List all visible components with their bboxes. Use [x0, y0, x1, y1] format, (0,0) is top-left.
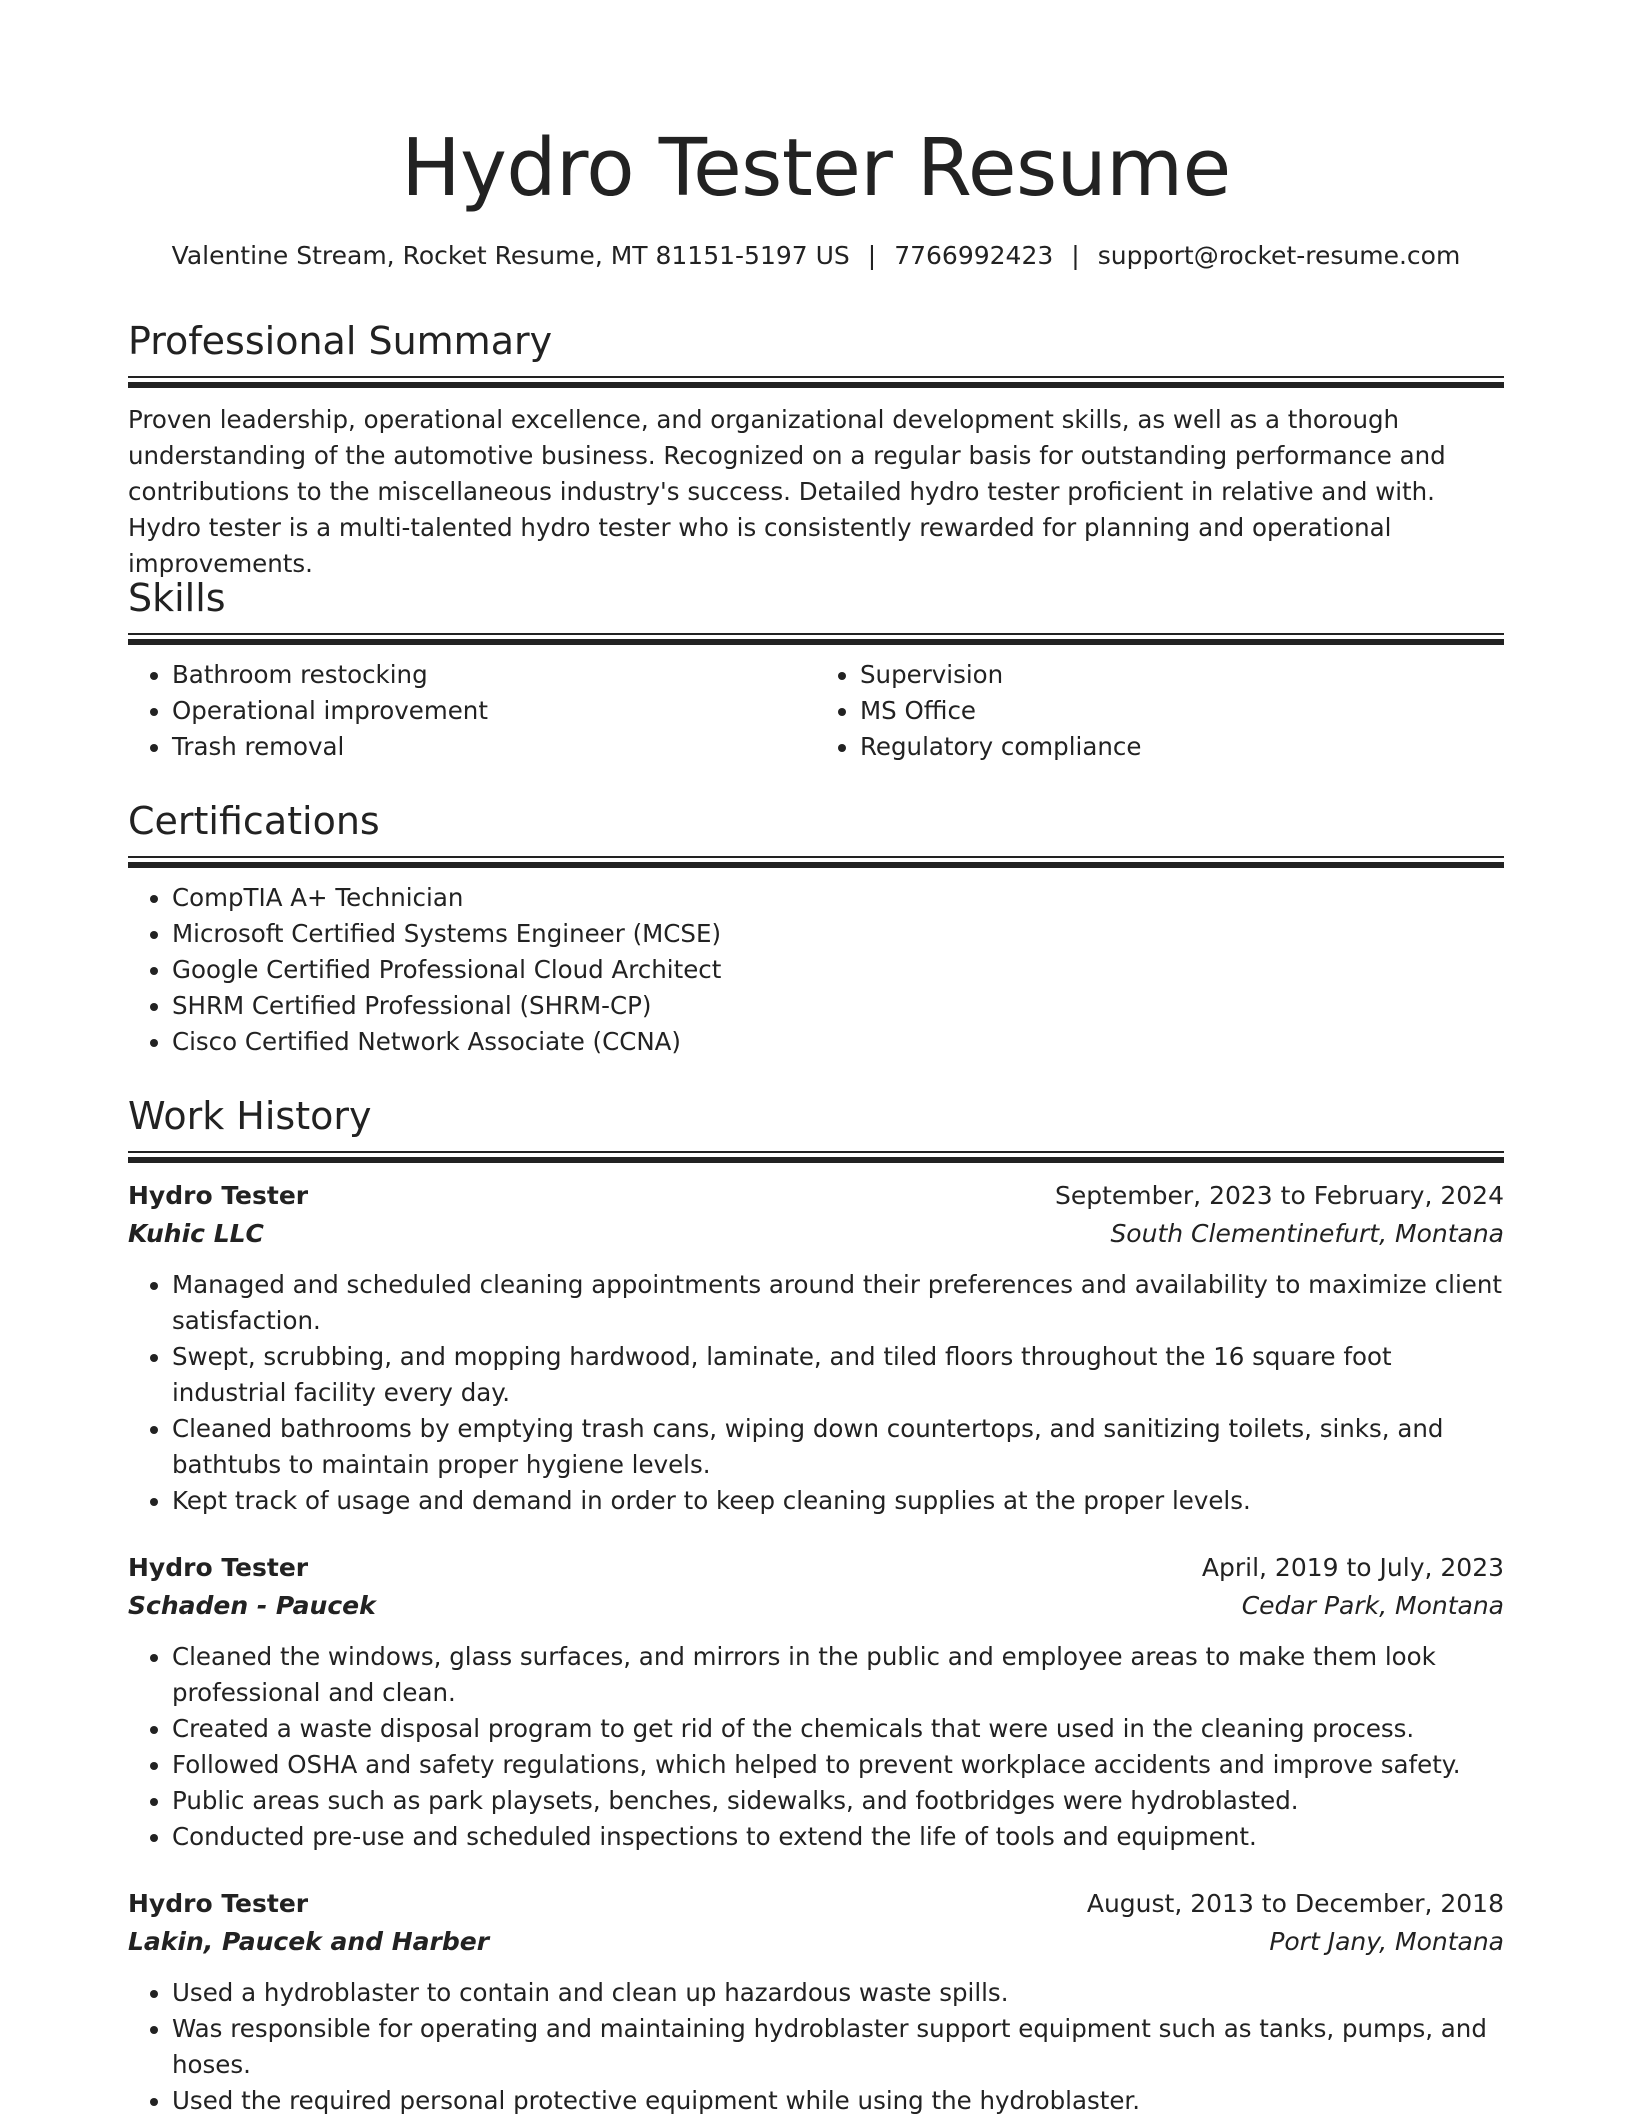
skills-list-left: [128, 657, 816, 765]
skills-list-right: [816, 657, 1504, 765]
job-location: Cedar Park, Montana: [1241, 1591, 1504, 1620]
certifications-list: [128, 880, 1504, 1060]
certification-item: • Cisco Certified Network Associate (CCNA): [172, 1024, 1504, 1060]
contact-line: [128, 238, 1504, 274]
skills-section: [128, 573, 1504, 765]
certification-item: • Microsoft Certified Systems Engineer (MCSE): [172, 916, 1504, 952]
job-bullet: • Followed OSHA and safety regulations, which helped to prevent workplace accidents and improve safety.: [172, 1747, 1504, 1783]
certification-item: • Google Certified Professional Cloud Architect: [172, 952, 1504, 988]
job-header: [128, 1177, 1504, 1215]
job-header: [128, 1885, 1504, 1923]
summary-section: [128, 316, 1504, 582]
skill-item: • Operational improvement: [172, 693, 816, 729]
contact-phone: 7766992423: [894, 241, 1054, 270]
job-entry: [128, 1549, 1504, 1855]
job-bullet: • Managed and scheduled cleaning appointments around their preferences and availability to maximize client satisfaction.: [172, 1267, 1504, 1339]
section-divider: [128, 376, 1504, 388]
skills-heading: Skills: [128, 576, 226, 620]
skill-item: • Trash removal: [172, 729, 816, 765]
job-title: Hydro Tester: [128, 1553, 309, 1582]
job-entry: [128, 1177, 1504, 1519]
job-company: Schaden - Paucek: [128, 1591, 376, 1620]
job-bullet: • Cleaned bathrooms by emptying trash cans, wiping down countertops, and sanitizing toilets, sinks, and bathtubs to maintain proper hygiene levels.: [172, 1411, 1504, 1483]
work-history-heading: Work History: [128, 1094, 372, 1138]
summary-heading: Professional Summary: [128, 319, 553, 363]
job-bullet: • Conducted pre-use and scheduled inspections to extend the life of tools and equipment.: [172, 1819, 1504, 1855]
summary-text: Proven leadership, operational excellence, and organizational development skills, as well as a thorough understanding of the automotive business. Recognized on a regular basis for outstanding performance and contributions to the miscellaneous industry's success. Detailed hydro tester proficient in relative and with. Hydro tester is a multi-talented hydro tester who is consistently rewarded for planning and operational improvements.: [128, 405, 1446, 578]
job-header: [128, 1549, 1504, 1587]
job-subheader: [128, 1215, 1504, 1253]
skill-item: • Regulatory compliance: [860, 729, 1504, 765]
section-divider: [128, 856, 1504, 868]
job-bullet: • Swept, scrubbing, and mopping hardwood, laminate, and tiled floors throughout the 16 square foot industrial facility every day.: [172, 1339, 1504, 1411]
job-location: South Clementinefurt, Montana: [1110, 1219, 1504, 1248]
job-bullet: • Created a waste disposal program to get rid of the chemicals that were used in the cleaning process.: [172, 1711, 1504, 1747]
job-bullets: [128, 1975, 1504, 2119]
job-title: Hydro Tester: [128, 1889, 309, 1918]
work-history-section: [128, 1091, 1504, 2119]
job-bullet: • Used the required personal protective equipment while using the hydroblaster.: [172, 2083, 1504, 2119]
job-bullet: • Cleaned the windows, glass surfaces, and mirrors in the public and employee areas to make them look professional and clean.: [172, 1639, 1504, 1711]
resume-title: Hydro Tester Resume: [401, 122, 1231, 214]
section-divider: [128, 633, 1504, 645]
job-bullets: [128, 1267, 1504, 1519]
job-dates: August, 2013 to December, 2018: [1086, 1889, 1504, 1918]
contact-separator: |: [867, 241, 877, 270]
certification-item: • SHRM Certified Professional (SHRM-CP): [172, 988, 1504, 1024]
job-entry: [128, 1885, 1504, 2119]
job-location: Port Jany, Montana: [1269, 1927, 1504, 1956]
section-divider: [128, 1151, 1504, 1163]
job-bullet: • Was responsible for operating and maintaining hydroblaster support equipment such as tanks, pumps, and hoses.: [172, 2011, 1504, 2083]
skills-columns: [128, 657, 1504, 765]
job-bullets: [128, 1639, 1504, 1855]
job-company: Lakin, Paucek and Harber: [128, 1927, 490, 1956]
job-company: Kuhic LLC: [128, 1219, 264, 1248]
contact-email: support@rocket-resume.com: [1097, 241, 1461, 270]
job-bullet: • Kept track of usage and demand in order to keep cleaning supplies at the proper levels.: [172, 1483, 1504, 1519]
certifications-section: [128, 796, 1504, 1060]
job-dates: September, 2023 to February, 2024: [1055, 1181, 1504, 1210]
job-title: Hydro Tester: [128, 1181, 309, 1210]
skill-item: • Bathroom restocking: [172, 657, 816, 693]
job-bullet: • Public areas such as park playsets, benches, sidewalks, and footbridges were hydroblasted.: [172, 1783, 1504, 1819]
job-dates: April, 2019 to July, 2023: [1201, 1553, 1504, 1582]
job-subheader: [128, 1587, 1504, 1625]
job-bullet: • Used a hydroblaster to contain and clean up hazardous waste spills.: [172, 1975, 1504, 2011]
contact-address: Valentine Stream, Rocket Resume, MT 81151-5197 US: [171, 241, 850, 270]
contact-separator: |: [1071, 241, 1080, 270]
skill-item: • MS Office: [860, 693, 1504, 729]
certifications-heading: Certifications: [128, 799, 380, 843]
certification-item: • CompTIA A+ Technician: [172, 880, 1504, 916]
skill-item: • Supervision: [860, 657, 1504, 693]
job-subheader: [128, 1923, 1504, 1961]
